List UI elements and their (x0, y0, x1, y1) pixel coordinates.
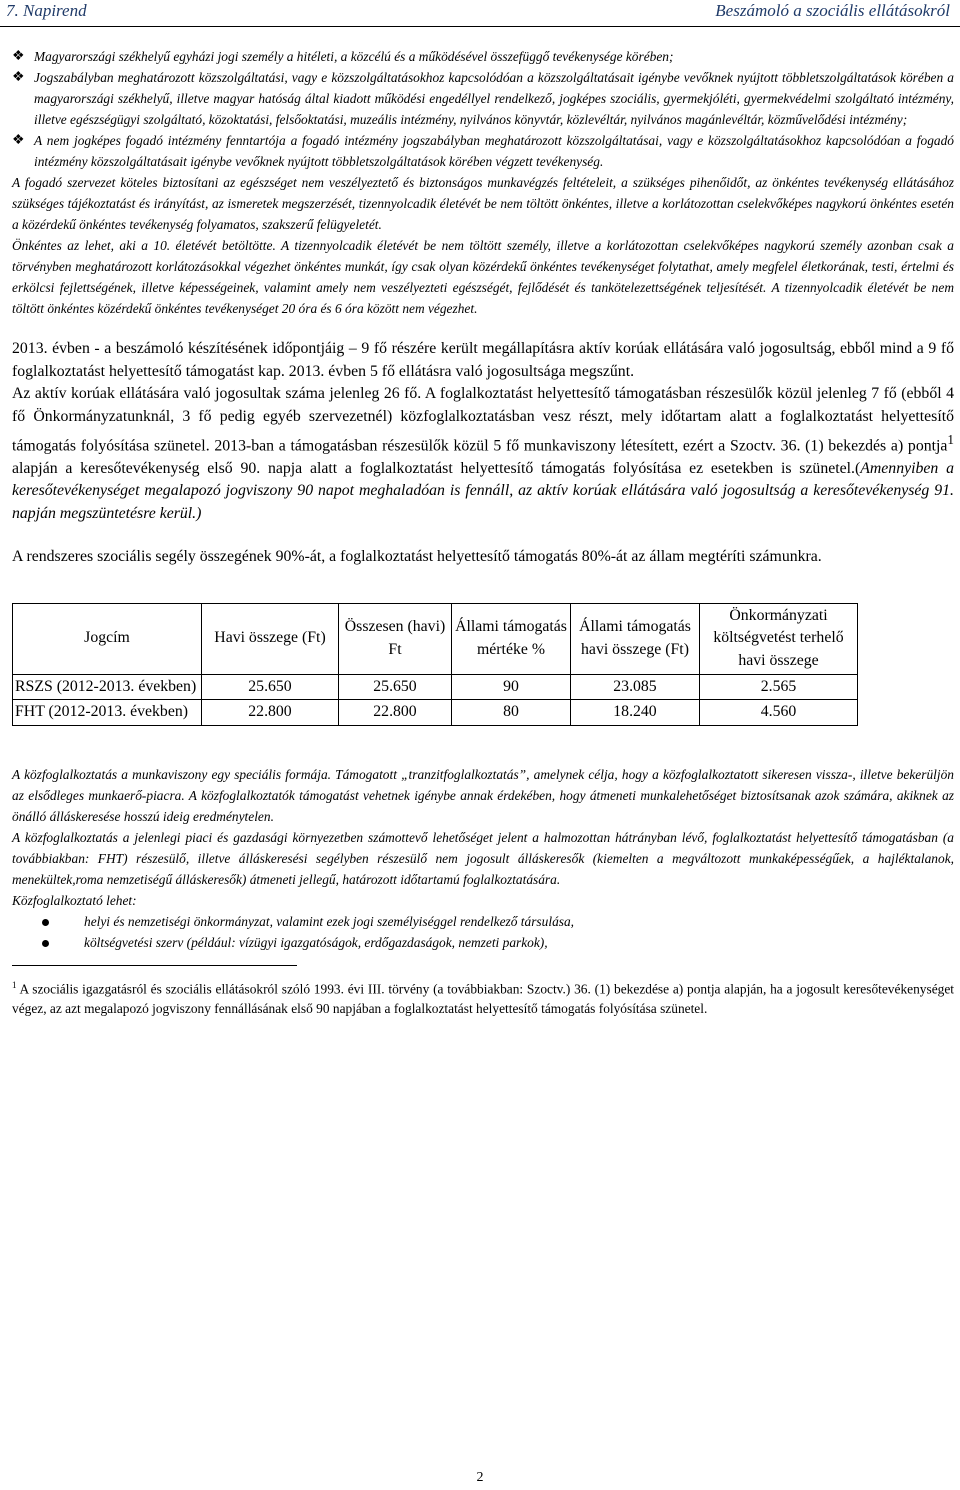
table-row (13, 700, 858, 726)
table-cell: RSZS (2012-2013. években) (13, 674, 202, 700)
paragraph-volunteer-host: A fogadó szervezet köteles biztosítani az egészséget nem veszélyeztető és biztonságos munkavégzés feltételeit, a szükséges pihenőidőt, az önkéntes tevékenység ellátásához szükséges tájékoztatást és irányítást, az ismeretek megszerzését, tizennyolcadik életévét be nem töltött önkéntes, illetve a korlátozottan cselekvőképes nagykorú önkéntes esetén a közérdekű önkéntes tevékenység folyamatos, szakszerű felügyeletét. (12, 175, 954, 232)
bullet-text: költségvetési szerv (például: vízügyi igazgatóságok, erdőgazdaságok, nemzeti parkok), (84, 935, 548, 951)
paragraph-italic: Amennyiben a keresőtevékenységet megalapozó jogviszony 90 napot meghaladóan is fennáll, az aktív korúak ellátására való jogosultság a keresőtevékenység 91. napján megszüntetésre kerül.) (12, 459, 954, 523)
paragraph-text: Az aktív korúak ellátására való jogosultak száma jelenleg 26 fő. A foglalkoztatást helyettesítő támogatásban részesülők közül jelenleg 7 fő (ebből 4 fő Önkormányzatunknál, 3 fő pedig egyéb szervezetnél) közfoglalkoztatásban vesz részt, mely időtartam alatt a foglalkoztatást helyettesítő támogatás folyósítása szünetel. 2013-ban a támogatásban részesülők közül 5 fő munkaviszony létesített, ezért a Szoctv. 36. (1) bekezdés a) pontja (12, 385, 954, 455)
table-header-cell: Állami támogatás mértéke % (452, 603, 571, 674)
table-cell: 90 (452, 674, 571, 700)
paragraph-2013-summary: 2013. évben - a beszámoló készítésének időpontjáig – 9 fő részére került megállapításra aktív korúak ellátására való jogosultság, ebből mind a 9 fő foglalkoztatást helyettesítő támogatást kap. 2013. évben 5 fő ellátásra való jogosultsága megszűnt. (12, 340, 954, 380)
table-header-cell: Állami támogatás havi összege (Ft) (571, 603, 700, 674)
header-title: Beszámoló a szociális ellátásokról (715, 1, 950, 20)
italic-section (12, 46, 954, 319)
table-cell: 25.650 (202, 674, 339, 700)
paragraph-public-work-intro: A közfoglalkoztatás a munkaviszony egy speciális formája. Támogatott „tranzitfoglalkoztatás”, amelynek célja, hogy a közfoglalkoztatott sikeresen vissza-, illetve bekerüljön az elsődleges munkaerő-piacra. A közfoglalkoztatók támogatást vehetnek igénybe annak érdekében, hogy átmeneti munkalehetőséget biztosítsanak azok számára, akiknek az önálló álláskeresése hosszú ideig eredménytelen. (12, 767, 954, 825)
public-work-section (12, 764, 954, 953)
footnote-ref: 1 (947, 431, 954, 447)
table-header-cell: Jogcím (13, 603, 202, 674)
round-bullet-icon (42, 940, 49, 947)
paragraph-public-work-employers: Közfoglalkoztató lehet: (12, 893, 137, 909)
table-cell: 80 (452, 700, 571, 726)
paragraph-volunteer-age: Önkéntes az lehet, aki a 10. életévét betöltötte. A tizennyolcadik életévét be nem töltött személy, illetve a korlátozottan cselekvőképes nagykorú személy azonban csak a törvényben meghatározott korlátozásokkal végezhet önkéntes munkát, így csak olyan közérdekű önkéntes tevékenységet folytathat, amely megfelel életkorának, testi, értelmi és erkölcsi fejlettségének, illetve képességeinek, valamint amely nem veszélyezteti egészségét, fejlődését és tankötelezettségének teljesítését. A tizennyolcadik életévét be nem töltött önkéntes közérdekű önkéntes tevékenységet 20 óra és 6 óra között nem végezhet. (12, 238, 954, 316)
table-header-cell: Havi összege (Ft) (202, 603, 339, 674)
bullet-text: Jogszabályban meghatározott közszolgáltatási, vagy e közszolgáltatásokhoz kapcsolódóan a közszolgáltatásait igénybe vevőknek nyújtott többletszolgáltatások körében a magyarországi székhelyű, illetve magyar hatóság által kiadott működési engedéllyel rendelkező, jogképes szociális, gyermekjóléti, gyermekvédelmi szolgáltató intézmény, illetve egészségügyi szolgáltató, közoktatási, felsőoktatási, muzeális intézmény, nyilvános könyvtár, közlevéltár, nyilvános magánlevéltár, közművelődési intézmény; (34, 70, 954, 127)
paragraph-public-work-role: A közfoglalkoztatás a jelenlegi piaci és gazdasági környezetben számottevő lehetőséget jelent a halmozottan hátrányban lévő, foglalkoztatást helyettesítő támogatásban (a továbbiakban: FHT) részesülő, illetve álláskeresési segélyben részesülő nem jogosult álláskeresők (kiemelten a megváltozott munkaképességűek, a hajléktalanok, menekültek,roma nemzetiségű álláskeresők) átmeneti jellegű, határozott időtartamú foglalkoztatására. (12, 830, 954, 888)
header-chapter: 7. Napirend (6, 1, 87, 20)
page-number: 2 (476, 1470, 484, 1485)
list-item (12, 67, 954, 130)
diamond-bullet-icon: ❖ (12, 133, 25, 148)
diamond-bullet-icon: ❖ (12, 49, 25, 64)
footnote-mark: 1 (12, 980, 17, 991)
paragraph-refund: A rendszeres szociális segély összegének 90%-át, a foglalkoztatást helyettesítő támogatás 80%-át az állam megtéríti számunkra. (12, 547, 822, 565)
footnote (12, 976, 954, 1017)
diamond-bullet-icon: ❖ (12, 70, 25, 85)
table-cell: 25.650 (339, 674, 452, 700)
paragraph-text: alapján a keresőtevékenység első 90. napja alatt a foglalkoztatást helyettesítő támogatás folyósítása ez esetekben is szünetel.( (12, 459, 861, 477)
round-bullet-icon (42, 919, 49, 926)
table-cell: 22.800 (339, 700, 452, 726)
page-body (12, 46, 954, 1018)
table-cell: 2.565 (700, 674, 858, 700)
table-header-row (13, 603, 858, 674)
paragraph-active-age (12, 383, 954, 525)
table-header-cell: Összesen (havi) Ft (339, 603, 452, 674)
list-item (12, 130, 954, 172)
benefit-table (12, 603, 858, 727)
table-cell: 18.240 (571, 700, 700, 726)
table-row (13, 674, 858, 700)
bullet-text: Magyarországi székhelyű egyházi jogi személy a hitéleti, a közcélú és a működésével összefüggő tevékenysége körében; (34, 49, 674, 64)
footnote-separator (12, 965, 297, 966)
bullet-text: helyi és nemzetiségi önkormányzat, valamint ezek jogi személyiséggel rendelkező társulása, (84, 914, 575, 930)
footnote-text: A szociális igazgatásról és szociális ellátásokról szóló 1993. évi III. törvény (a továbbiakban: Szoctv.) 36. (1) bekezdése a) pontja alapján, ha a jogosult keresőtevékenységet végez, az azt megalapozó jogviszony fennállásának első 90 napjában a foglalkoztatást helyettesítő támogatás folyósítása szünetel. (12, 981, 954, 1016)
table-header-cell: Önkormányzati költségvetést terhelő havi összege (700, 603, 858, 674)
benefits-section (12, 338, 954, 569)
table-cell: 22.800 (202, 700, 339, 726)
list-item (12, 911, 954, 932)
bullet-text: A nem jogképes fogadó intézmény fenntartója a fogadó intézmény jogszabályban meghatározott közszolgáltatásai, vagy e közszolgáltatásokhoz kapcsolódóan a fogadó intézmény közszolgáltatásait igénybe vevőknek nyújtott többletszolgáltatások körében végzett tevékenység. (34, 133, 954, 169)
table-cell: 23.085 (571, 674, 700, 700)
page-header (0, 0, 960, 26)
table-cell: FHT (2012-2013. években) (13, 700, 202, 726)
header-rule (0, 26, 960, 27)
table-cell: 4.560 (700, 700, 858, 726)
list-item (12, 46, 954, 67)
list-item (12, 932, 954, 953)
